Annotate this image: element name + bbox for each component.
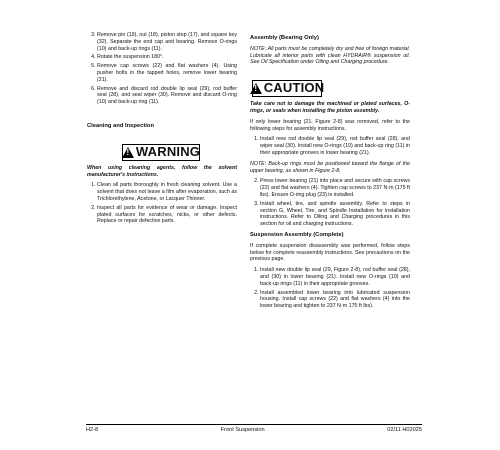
caution-box bbox=[252, 80, 325, 97]
step-item: 1. Install new double lip seal (29, Figure 2-8), rod buffer seal (28), and (30) in lower bearing (21). Install new O-rings (10) and back-up rings (11) in their appropriate grooves. bbox=[260, 267, 410, 287]
warning-text: When using cleaning agents, follow the solvent manufacturer's instructions. bbox=[87, 164, 237, 178]
complete-intro: If complete suspension disassembly was performed, follow steps below for complete reassembly instructions. See precautions on the previous page. bbox=[250, 242, 410, 263]
assembly-steps-a bbox=[250, 136, 410, 156]
page-footer bbox=[86, 424, 422, 433]
step-item: 3. Install wheel, tire, and spindle assembly. Refer to steps in section G, Wheel, Tire, and Spindle Installation for installation instructions. Refer to Oiling and Charging procedures in this section for oil and charging instructions. bbox=[260, 201, 410, 228]
note-oil: NOTE: All parts must be completely dry and free of foreign material. Lubricate all interior parts with clean HYDRAIR® suspension oil. See Oil Specification under Oiling and Charging procedure. bbox=[250, 45, 410, 66]
cleaning-steps bbox=[87, 182, 237, 225]
section-title: Front Suspension bbox=[220, 427, 265, 433]
step-item: 4. Rotate the suspension 180°. bbox=[97, 54, 237, 61]
page-number: H2-8 bbox=[86, 427, 99, 433]
complete-heading: Suspension Assembly (Complete) bbox=[250, 231, 344, 238]
step-item: 6. Remove and discard rod double lip seal (29), rod buffer seal (28), and seal wiper (30). Remove and discard O-ring (10) and back-up ring (11). bbox=[97, 86, 237, 106]
step-item: 1. Install new rod double lip seal (29), rod buffer seal (28), and wiper seal (30). Install new O-rings (10) and back-up ring (11) in their appropriate grooves in lower bearing (21). bbox=[260, 136, 410, 156]
caution-triangle-icon: ! bbox=[250, 83, 262, 94]
step-item: 2. Install assembled lower bearing into lubricated suspension housing. Install cap screws (22) and flat washers (4) into the lower bearing and tighten to 237 N·m 175 ft lbs). bbox=[260, 290, 410, 310]
warning-word: WARNING bbox=[135, 143, 201, 159]
left-column bbox=[87, 32, 237, 229]
assembly-intro: If only lower bearing (21, Figure 2-8) was removed, refer to the following steps for assembly instructions. bbox=[250, 118, 410, 132]
caution-word: CAUTION bbox=[263, 80, 325, 96]
step-item: 2. Inspect all parts for evidence of wear or damage. Inspect plated surfaces for scratches, nicks, or other defects. Replace or repair defective parts. bbox=[97, 205, 237, 225]
assembly-steps-b bbox=[250, 178, 410, 228]
right-column bbox=[250, 32, 410, 314]
step-item: 3. Remove pin (19), nut (18), piston stop (17), and square key (32). Separate the end cap and bearing. Remove O-rings (10) and back-up rings (11). bbox=[97, 32, 237, 52]
step-item: 1. Clean all parts thoroughly in fresh cleaning solvent. Use a solvent that does not leave a film after evaporation, such as Trichlorethylene, Acetone, or Lacquer Thinner. bbox=[97, 182, 237, 202]
warning-triangle-icon: ! bbox=[122, 147, 134, 158]
warning-box bbox=[122, 144, 200, 161]
assembly-heading: Assembly (Bearing Only) bbox=[250, 35, 319, 41]
step-item: 5. Remove cap screws (22) and flat washers (4). Using pusher bolts in the tapped holes, remove lower bearing (21). bbox=[97, 63, 237, 83]
cleaning-heading: Cleaning and Inspection bbox=[87, 122, 154, 129]
step-item: 2. Press lower bearing (21) into place and secure with cap screws (22) and flat washers (4). Tighten cap screws to 237 N·m (175 ft lbs). Ensure O-ring plug (23) is installed. bbox=[260, 178, 410, 198]
note-backup-rings: NOTE: Back-up rings must be positioned toward the flange of the upper bearing, as shown in Figure 2-8. bbox=[250, 160, 410, 174]
complete-steps bbox=[250, 267, 410, 310]
caution-text: Take care not to damage the machined or plated surfaces, O-rings, or seals when installing the piston assembly. bbox=[250, 101, 410, 114]
doc-code: 02/11 H02025 bbox=[387, 427, 422, 433]
disassembly-steps bbox=[87, 32, 237, 106]
